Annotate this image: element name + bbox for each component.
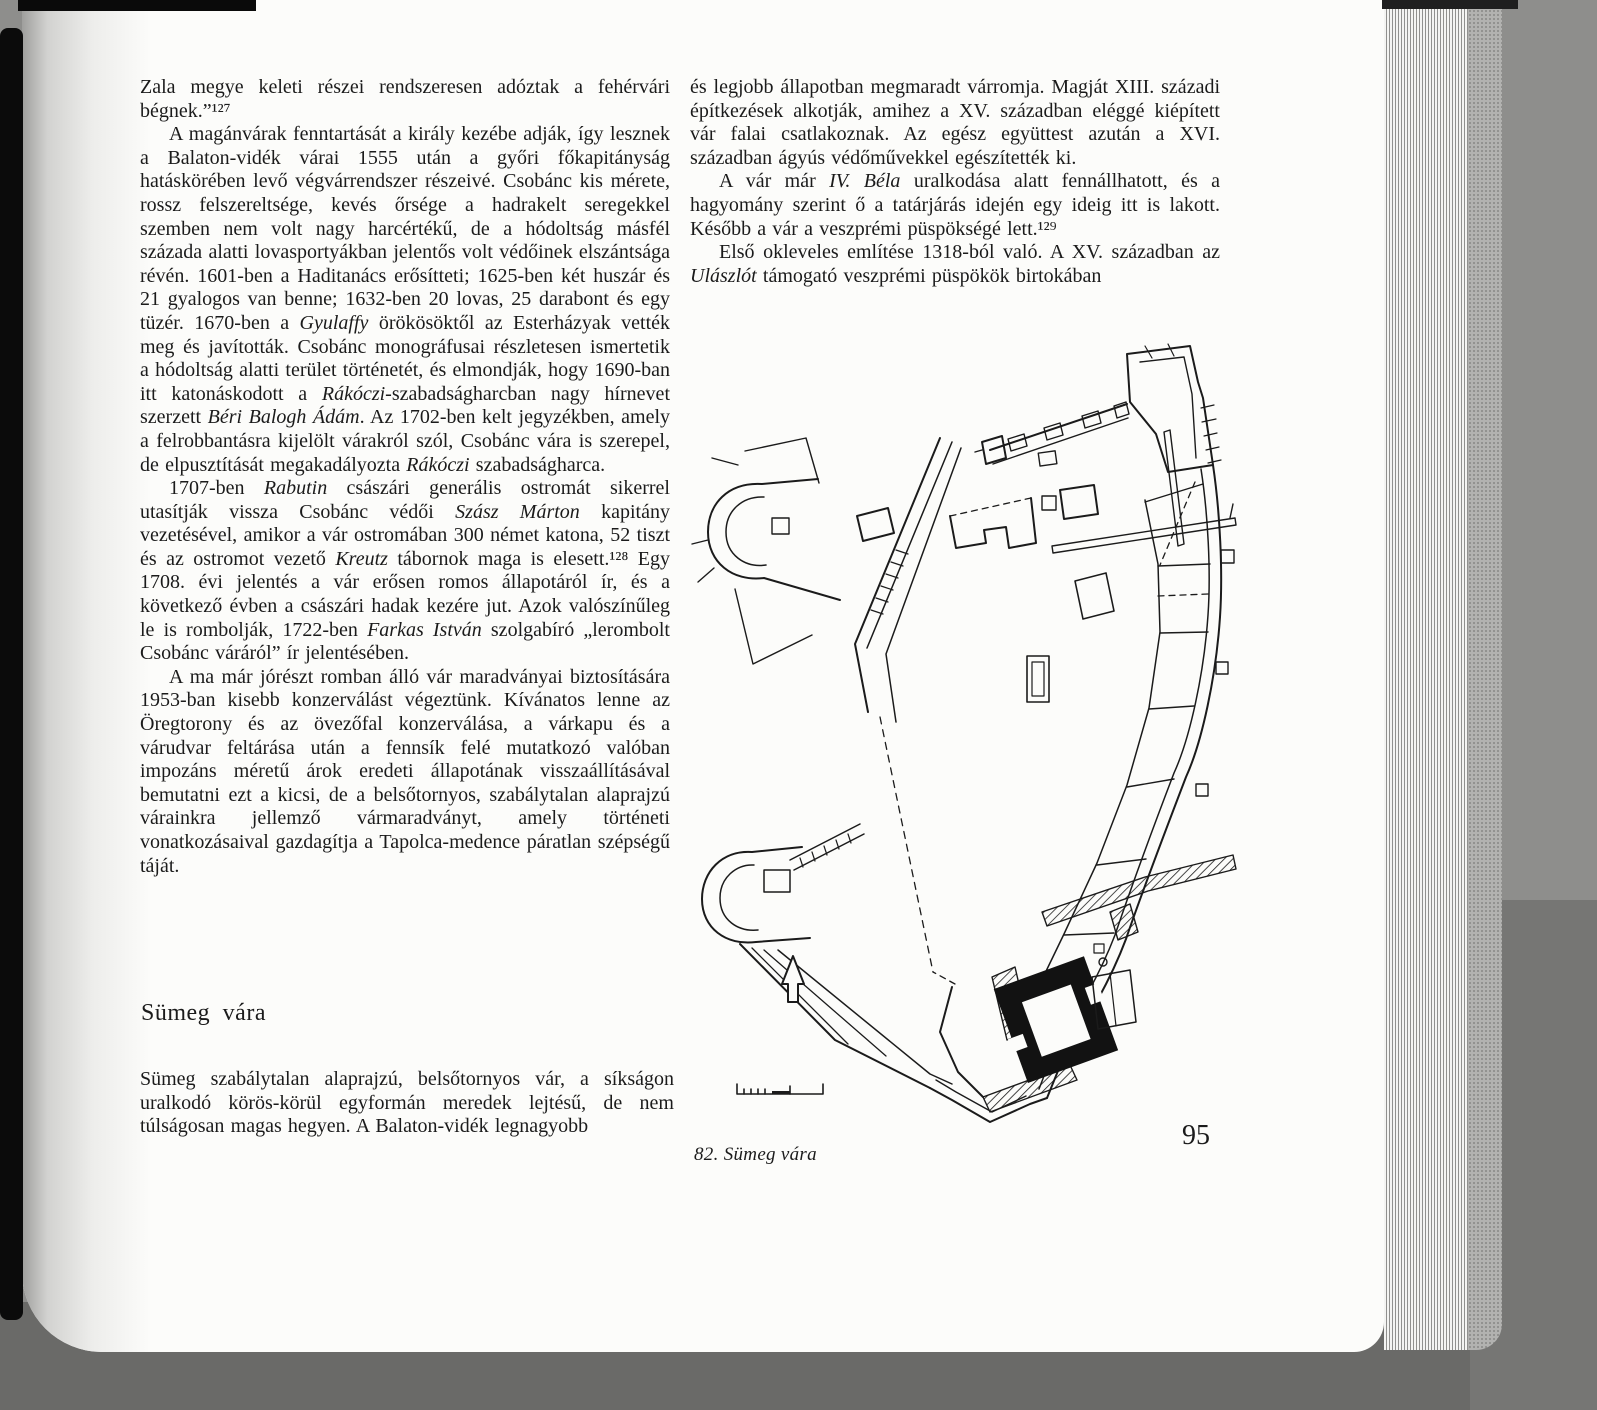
paragraph: Zala megye keleti részei rendszeresen adóztak a fehérvári bégnek.”¹²⁷	[140, 76, 670, 122]
paragraph: Első okleveles említése 1318-ból való. A XV. században az Ulászlót támogató veszprémi püspökök birtokában	[690, 241, 1220, 287]
paragraph: A vár már IV. Béla uralkodása alatt fennállhatott, és a hagyomány szerint ő a tatárjárás idején egy ideig itt is lakott. Később a vár a veszprémi püspökségé lett.¹²⁹	[690, 170, 1220, 240]
plan-top-bastion	[1127, 344, 1221, 472]
scan-edge-band-top-right	[1382, 0, 1518, 9]
north-arrow	[782, 956, 804, 1002]
right-column	[690, 76, 1220, 288]
paragraph: és legjobb állapotban megmaradt várromja. Magját XIII. századi építkezések alkotják, amihez a XV. században eléggé kiépített vár falai csatlakoznak. Az egész együttest azután a XVI. században ágyús védőművekkel egészítették ki.	[690, 76, 1220, 169]
plan-gallery	[1027, 430, 1236, 702]
page-gutter-shadow	[22, 0, 150, 1352]
paragraph: Sümeg szabálytalan alaprajzú, belsőtornyos vár, a síkságon uralkodó körös-körül egyformán meredek lejtésű, de nem túlságosan magas hegyen. A Balaton-vidék legnagyobb	[140, 1068, 674, 1138]
plan-central-buildings	[855, 438, 1036, 972]
castle-plan-figure	[690, 332, 1250, 1142]
book-spine-shadow	[0, 28, 23, 1320]
plan-north-wall	[975, 402, 1129, 466]
paragraph: A ma már jórészt romban álló vár maradványai biztosítására 1953-ban kisebb konzerválást végeztünk. Kívánatos lenne az Öregtorony és az övezőfal konzerválása, a várkapu és a várudvar feltárása után a fennsík felé mutatkozó valóban impozáns méretű árok eredeti állapotának visszaállításával bemutatni ezt a kicsi, de a belsőtornyos, szabálytalan alaprajzú várainkra jellemző vármaradványt, amely történeti vonatkozásaival gazdagítja a Tapolca-medence páratlan szépségű táját.	[140, 665, 670, 877]
figure-caption: 82. Sümeg vára	[694, 1144, 817, 1165]
section-heading: Sümeg vára	[141, 1000, 266, 1026]
scan-edge-band-top-left	[18, 0, 256, 11]
plan-inner-castle	[933, 855, 1236, 1112]
book-fore-edge-pages	[1384, 5, 1470, 1350]
left-column	[140, 76, 670, 878]
plan-upper-horseshoe-bastion	[692, 438, 840, 664]
plan-lower-horseshoe-bastion	[702, 824, 1047, 1122]
left-column-continued	[140, 1068, 674, 1139]
book-cover-edge	[1468, 5, 1502, 1350]
paragraph: A magánvárak fenntartását a király kezébe adják, így lesznek a Balaton-vidék várai 1555 után a győri főkapitányság hatáskörében levő végvárrendszer részeivé. Csobánc kis mérete, rossz felszereltsége, kevés őrsége a hadrakelt seregekkel szemben nem volt nagy harcértékű, de a hódoltság másfél százada alatti lovasportyákban jelentős volt védőinek elszántsága révén. 1601-ben a Haditanács erősítteti; 1625-ben két huszár és 21 gyalogos van benne; 1632-ben 20 lovas, 25 darabont és egy tüzér. 1670-ben a Gyulaffy örökösöktől az Esterházyak vették meg és javították. Csobánc monográfusai részletesen ismertetik a hódoltság alatti terület történetét, és elmondják, hogy 1690-ban itt katonáskodott a Rákóczi-szabadságharcban nagy hírnevet szerzett Béri Balogh Ádám. Az 1702-ben kelt jegyzékben, amely a felrobbantásra kijelölt várakról szól, Csobánc vára is szerepel, de elpusztítását megakadályozta Rákóczi szabadságharca.	[140, 123, 670, 476]
scale-bar	[737, 1084, 823, 1094]
page-number: 95	[1182, 1120, 1210, 1151]
paragraph: 1707-ben Rabutin császári generális ostromát sikerrel utasítják vissza Csobánc védői Szász Márton kapitány vezetésével, amikor a vár ostromában 300 német katona, 52 tiszt és az ostromot vezető Kreutz tábornok maga is elesett.¹²⁸ Egy 1708. évi jelentés a vár erősen romos állapotáról ír, és a következő évben a császári hadak kezére jut. Azok valószínűleg le is rombolják, 1722-ben Farkas István szolgabíró „lerombolt Csobánc váráról” ír jelentésében.	[140, 477, 670, 665]
